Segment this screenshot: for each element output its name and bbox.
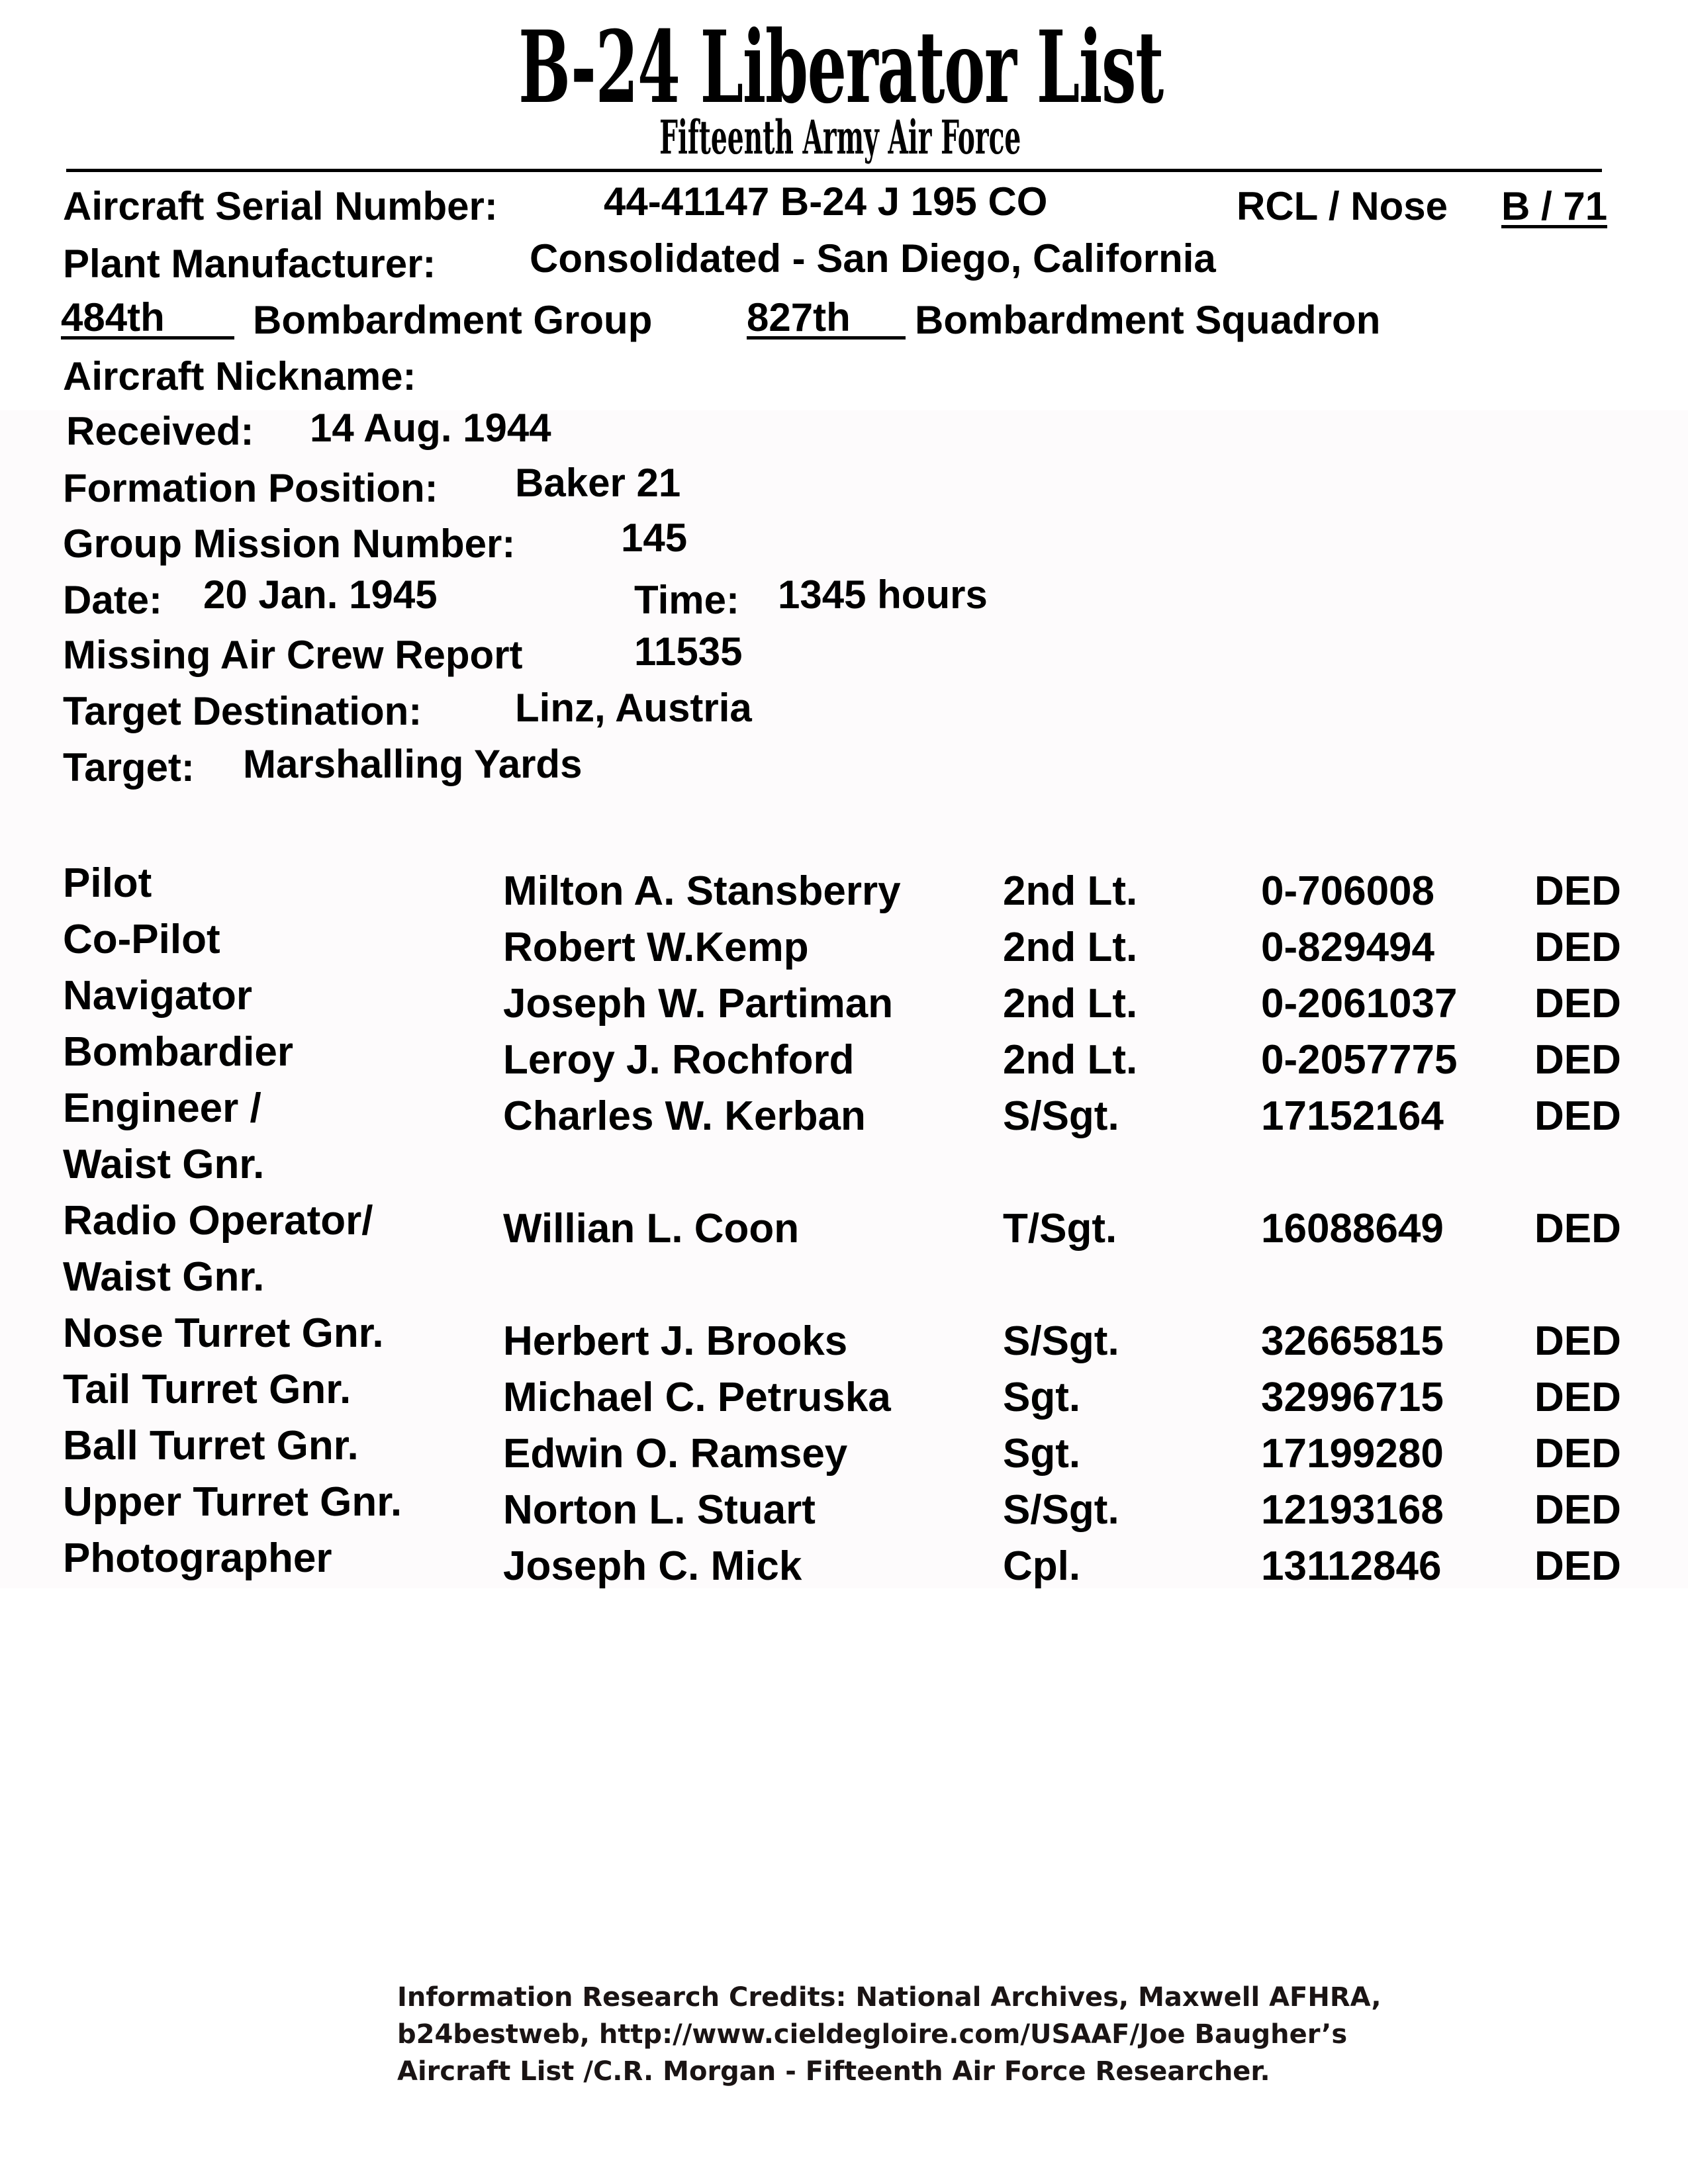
research-credits bbox=[397, 1979, 1403, 2090]
crew-rank: S/Sgt. bbox=[1003, 1318, 1119, 1364]
crew-rank: 2nd Lt. bbox=[1003, 1037, 1138, 1083]
crew-name: Milton A. Stansberry bbox=[503, 868, 901, 914]
squadron-value bbox=[747, 295, 906, 341]
received-label: Received: bbox=[66, 409, 254, 453]
serial-label: Aircraft Serial Number: bbox=[63, 184, 498, 228]
crew-role: Radio Operator/ bbox=[63, 1198, 373, 1244]
page-title: B-24 Liberator List bbox=[518, 9, 1163, 126]
macr-label: Missing Air Crew Report bbox=[63, 633, 523, 677]
crew-rank: Cpl. bbox=[1003, 1543, 1081, 1589]
crew-role: Bombardier bbox=[63, 1029, 293, 1075]
crew-status: DED bbox=[1534, 1375, 1621, 1420]
crew-role: Nose Turret Gnr. bbox=[63, 1310, 384, 1356]
crew-role: Navigator bbox=[63, 973, 252, 1019]
formation-label: Formation Position: bbox=[63, 466, 438, 510]
crew-name: Norton L. Stuart bbox=[503, 1487, 816, 1533]
crew-serial: 13112846 bbox=[1261, 1543, 1442, 1589]
group-value bbox=[61, 295, 234, 341]
crew-status: DED bbox=[1534, 1543, 1621, 1589]
date-label: Date: bbox=[63, 578, 163, 622]
crew-rank: S/Sgt. bbox=[1003, 1093, 1119, 1139]
crew-role: Ball Turret Gnr. bbox=[63, 1423, 359, 1469]
rcl-value-text: B / 71 bbox=[1501, 184, 1608, 228]
crew-serial: 0-2057775 bbox=[1261, 1037, 1458, 1083]
date-value: 20 Jan. 1945 bbox=[203, 572, 438, 617]
serial-value: 44-41147 B-24 J 195 CO bbox=[604, 179, 1048, 224]
crew-serial: 16088649 bbox=[1261, 1206, 1444, 1251]
squadron-value-text: 827th bbox=[747, 299, 906, 340]
time-label: Time: bbox=[634, 578, 739, 622]
crew-serial: 0-706008 bbox=[1261, 868, 1435, 914]
crew-role: Upper Turret Gnr. bbox=[63, 1479, 402, 1525]
plant-label: Plant Manufacturer: bbox=[63, 242, 436, 286]
crew-status: DED bbox=[1534, 1431, 1621, 1477]
mission-label: Group Mission Number: bbox=[63, 522, 516, 566]
formation-value: Baker 21 bbox=[515, 461, 681, 505]
destination-label: Target Destination: bbox=[63, 689, 422, 733]
credits-line: Information Research Credits: National Archives, Maxwell AFHRA, bbox=[397, 1982, 1382, 2013]
crew-status: DED bbox=[1534, 1037, 1621, 1083]
crew-rank: Sgt. bbox=[1003, 1431, 1081, 1477]
received-value: 14 Aug. 1944 bbox=[310, 406, 551, 450]
crew-role-continued: Waist Gnr. bbox=[63, 1254, 265, 1300]
crew-name: Joseph W. Partiman bbox=[503, 981, 894, 1026]
crew-role: Tail Turret Gnr. bbox=[63, 1367, 352, 1412]
crew-rank: Sgt. bbox=[1003, 1375, 1081, 1420]
crew-name: Edwin O. Ramsey bbox=[503, 1431, 848, 1477]
destination-value: Linz, Austria bbox=[515, 686, 752, 730]
crew-status: DED bbox=[1534, 1093, 1621, 1139]
crew-role: Photographer bbox=[63, 1535, 332, 1581]
plant-value: Consolidated - San Diego, California bbox=[530, 236, 1216, 281]
crew-rank: 2nd Lt. bbox=[1003, 925, 1138, 970]
crew-role: Co-Pilot bbox=[63, 917, 220, 962]
header-divider bbox=[66, 169, 1602, 172]
crew-role: Engineer / bbox=[63, 1085, 261, 1131]
target-value: Marshalling Yards bbox=[243, 742, 583, 786]
mission-value: 145 bbox=[621, 516, 688, 560]
crew-status: DED bbox=[1534, 1206, 1621, 1251]
crew-serial: 0-2061037 bbox=[1261, 981, 1458, 1026]
crew-status: DED bbox=[1534, 1318, 1621, 1364]
crew-serial: 32996715 bbox=[1261, 1375, 1444, 1420]
time-value: 1345 hours bbox=[778, 572, 988, 617]
crew-name: Michael C. Petruska bbox=[503, 1375, 891, 1420]
crew-rank: 2nd Lt. bbox=[1003, 981, 1138, 1026]
crew-serial: 0-829494 bbox=[1261, 925, 1435, 970]
crew-rank: S/Sgt. bbox=[1003, 1487, 1119, 1533]
crew-status: DED bbox=[1534, 925, 1621, 970]
nickname-label: Aircraft Nickname: bbox=[63, 354, 416, 398]
crew-name: Willian L. Coon bbox=[503, 1206, 800, 1251]
crew-name: Herbert J. Brooks bbox=[503, 1318, 848, 1364]
credits-line: b24bestweb, http://www.cieldegloire.com/USAAF/Joe Baugher’s bbox=[397, 2019, 1348, 2050]
crew-role: Pilot bbox=[63, 860, 152, 906]
rcl-value bbox=[1501, 183, 1607, 230]
group-value-text: 484th bbox=[61, 299, 234, 340]
crew-serial: 17199280 bbox=[1261, 1431, 1444, 1477]
crew-serial: 32665815 bbox=[1261, 1318, 1444, 1364]
crew-role-continued: Waist Gnr. bbox=[63, 1142, 265, 1187]
crew-status: DED bbox=[1534, 868, 1621, 914]
credits-line: Aircraft List /C.R. Morgan - Fifteenth Air Force Researcher. bbox=[397, 2056, 1270, 2087]
crew-name: Charles W. Kerban bbox=[503, 1093, 866, 1139]
target-label: Target: bbox=[63, 745, 195, 790]
group-label: Bombardment Group bbox=[253, 298, 653, 342]
crew-serial: 17152164 bbox=[1261, 1093, 1444, 1139]
crew-name: Leroy J. Rochford bbox=[503, 1037, 855, 1083]
rcl-label: RCL / Nose bbox=[1237, 184, 1448, 228]
macr-value: 11535 bbox=[634, 629, 743, 674]
crew-name: Robert W.Kemp bbox=[503, 925, 809, 970]
crew-rank: 2nd Lt. bbox=[1003, 868, 1138, 914]
squadron-label: Bombardment Squadron bbox=[915, 298, 1381, 342]
page-subtitle: Fifteenth Army Air Force bbox=[659, 110, 1021, 165]
crew-name: Joseph C. Mick bbox=[503, 1543, 802, 1589]
crew-serial: 12193168 bbox=[1261, 1487, 1444, 1533]
crew-status: DED bbox=[1534, 1487, 1621, 1533]
crew-rank: T/Sgt. bbox=[1003, 1206, 1117, 1251]
crew-status: DED bbox=[1534, 981, 1621, 1026]
